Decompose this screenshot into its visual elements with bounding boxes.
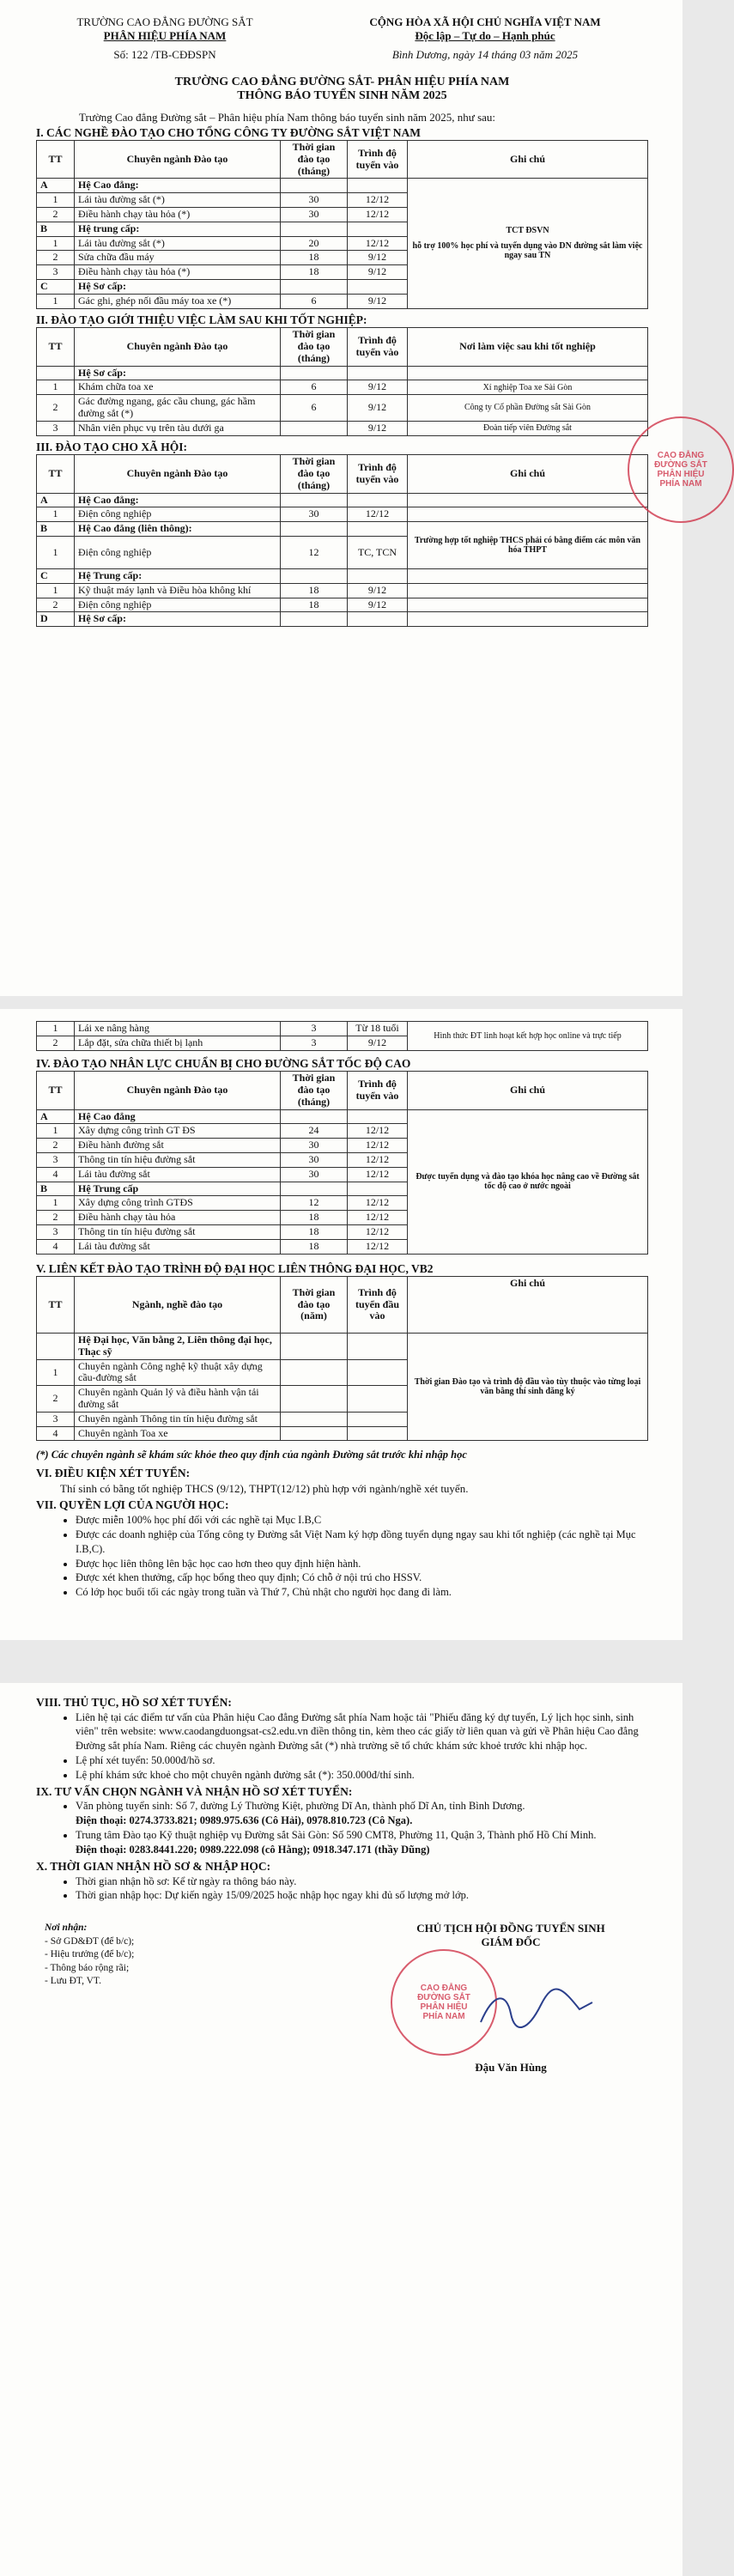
list-item: • Trung tâm Đào tạo Kỹ thuật nghiệp vụ Đường sắt Sài Gòn: Số 590 CMT8, Phường 11, Quận 3, Thành phố Hồ Chí Minh. Điện thoại: 0283.8441.220; 0989.222.098 (cô Hằng); 0918.347.171 (thầy Dũng)	[76, 1828, 648, 1857]
note-cell: Trường hợp tốt nghiệp THCS phải có bằng điểm các môn văn hóa THPT	[408, 522, 648, 569]
section-6-heading: VI. ĐIỀU KIỆN XÉT TUYỂN:	[36, 1467, 191, 1480]
section-2-heading: II. ĐÀO TẠO GIỚI THIỆU VIỆC LÀM SAU KHI TỐT NGHIỆP:	[36, 313, 367, 326]
document-page-2	[0, 1009, 682, 1640]
list-item: • Có lớp học buổi tối các ngày trong tuần và Thứ 7, Chủ nhật cho người học đang đi làm.	[76, 1585, 648, 1600]
table-row: 1 Gác ghi, ghép nối đầu máy toa xe (*) 6 9/12	[37, 294, 648, 308]
recipient-item: - Hiệu trưởng (để b/c);	[45, 1949, 135, 1960]
list-item: • Được các doanh nghiệp của Tổng công ty Đường sắt Việt Nam ký hợp đồng tuyển dụng ngay sau khi tốt nghiệp (các nghề tại Mục I.B,C).	[76, 1528, 648, 1557]
note-cell: Hình thức ĐT linh hoạt kết hợp học online và trực tiếp	[408, 1022, 648, 1051]
note-cell	[408, 179, 648, 308]
col-tt: TT	[37, 141, 75, 179]
group-row: A Hệ Cao đẳng:	[37, 493, 648, 507]
contact-list	[36, 1799, 648, 1857]
table-row: 2 Chuyên ngành Quản lý và điều hành vận tải đường sắt	[37, 1386, 648, 1413]
section-1-table	[36, 140, 648, 309]
stamp-side: CAO ĐẲNG ĐƯỜNG SẮT PHÂN HIỆU PHÍA NAM	[628, 416, 734, 523]
table-header-row	[37, 141, 648, 179]
benefits-list	[36, 1513, 648, 1600]
list-item: • Thời gian nhập học: Dự kiến ngày 15/09/2025 hoặc nhập học ngay khi đủ số lượng mở lớp.	[76, 1888, 648, 1903]
table-row: 1 Xây dựng công trình GTĐS 12 12/12	[37, 1196, 648, 1211]
country-name: CỘNG HÒA XÃ HỘI CHỦ NGHĨA VIỆT NAM	[369, 15, 601, 28]
table-row: 4 Chuyên ngành Toa xe	[37, 1426, 648, 1441]
note-cell: Thời gian Đào tạo và trình độ đầu vào tùy thuộc vào từng loại văn bằng thí sinh đăng ký	[408, 1334, 648, 1441]
group-row: C Hệ Sơ cấp:	[37, 280, 648, 295]
table-row: 2 Sửa chữa đầu máy 18 9/12	[37, 251, 648, 265]
table-row: 1 Xây dựng công trình GT ĐS 24 12/12	[37, 1124, 648, 1139]
signer-title: CHỦ TỊCH HỘI ĐỒNG TUYỂN SINH	[416, 1922, 605, 1935]
col-duration: Thời gian đào tạo (tháng)	[281, 141, 348, 179]
col-note: Ghi chú	[408, 141, 648, 179]
intro-text: Trường Cao đẳng Đường sắt – Phân hiệu phía Nam thông báo tuyển sinh năm 2025, như sau:	[79, 111, 496, 124]
doc-number: Số: 122 /TB-CĐĐSPN	[113, 48, 216, 61]
table-row: 2 Lắp đặt, sửa chữa thiết bị lạnh 3 9/12	[37, 1036, 648, 1050]
place-date: Bình Dương, ngày 14 tháng 03 năm 2025	[391, 48, 579, 61]
col-major: Chuyên ngành Đào tạo	[75, 141, 281, 179]
group-row: Hệ Đại học, Văn bằng 2, Liên thông đại học, Thạc sỹ Thời gian Đào tạo và trình độ đầu vào tùy thuộc vào từng loại văn bằng thí sinh đăng ký	[37, 1334, 648, 1360]
recipient-item: - Lưu ĐT, VT.	[45, 1976, 101, 1987]
group-row: C Hệ Trung cấp:	[37, 568, 648, 583]
section-3-continued-table	[36, 1021, 648, 1051]
org-name: TRƯỜNG CAO ĐẲNG ĐƯỜNG SẮT	[76, 15, 253, 28]
section-5-table	[36, 1276, 648, 1441]
section-3-table	[36, 454, 648, 627]
document-title	[36, 76, 648, 103]
list-item: • Được miễn 100% học phí đối với các nghề tại Mục I.B,C	[76, 1513, 648, 1528]
table-row: 1 Lái xe nâng hàng 3 Từ 18 tuổi Hình thức ĐT linh hoạt kết hợp học online và trực tiếp	[37, 1022, 648, 1036]
group-row: B Hệ trung cấp:	[37, 222, 648, 236]
official-stamp: CAO ĐẲNG ĐƯỜNG SẮT PHÂN HIỆU PHÍA NAM	[391, 1949, 497, 2056]
org-branch: PHÂN HIỆU PHÍA NAM	[103, 29, 227, 42]
table-row: 2 Điện công nghiệp 18 9/12	[37, 598, 648, 612]
signature-area	[373, 1949, 648, 2061]
section-7-heading: VII. QUYỀN LỢI CỦA NGƯỜI HỌC:	[36, 1498, 229, 1512]
document-page-1	[0, 0, 707, 996]
handwritten-signature	[476, 1984, 597, 2035]
list-item: • Văn phòng tuyển sinh: Số 7, đường Lý Thường Kiệt, phường Dĩ An, thành phố Dĩ An, tỉnh Bình Dương. Điện thoại: 0274.3733.821; 0989.975.636 (Cô Hải), 0978.810.723 (Cô Nga).	[76, 1799, 648, 1828]
group-row: B Hệ Cao đẳng (liên thông): Trường hợp tốt nghiệp THCS phải có bằng điểm các môn văn hóa THPT	[37, 522, 648, 537]
table-row: 1 Điện công nghiệp 12 TC, TCN	[37, 536, 648, 568]
title-line-2: THÔNG BÁO TUYỂN SINH NĂM 2025	[237, 89, 447, 102]
group-row: Hệ Sơ cấp:	[37, 366, 648, 380]
table-row: 4 Lái tàu đường sắt 18 12/12	[37, 1239, 648, 1254]
table-row: 3 Thông tin tín hiệu đường sắt 18 12/12	[37, 1224, 648, 1239]
recipient-item: - Thông báo rộng rãi;	[45, 1962, 130, 1973]
schedule-list	[36, 1874, 648, 1904]
note-b: hỗ trợ 100% học phí và tuyển dụng vào DN đường sắt làm việc ngay sau TN	[412, 240, 643, 261]
table-header-row: TT Chuyên ngành Đào tạo Thời gian đào tạo (tháng) Trình độ tuyển vào Ghi chú	[37, 455, 648, 493]
table-row: 2 Điều hành chạy tàu hỏa (*) 30 12/12	[37, 208, 648, 222]
table-header-row: TT Chuyên ngành Đào tạo Thời gian đào tạo (tháng) Trình độ tuyển vào Nơi làm việc sau khi tốt nghiệp	[37, 328, 648, 366]
table-row: 3 Chuyên ngành Thông tin tín hiệu đường sắt	[37, 1412, 648, 1426]
signature-block	[36, 1922, 648, 2075]
table-row: 1 Lái tàu đường sắt (*) 20 12/12	[37, 236, 648, 251]
table-row: 1 Điện công nghiệp 30 12/12	[37, 507, 648, 522]
table-row: 4 Lái tàu đường sắt 30 12/12	[37, 1167, 648, 1182]
list-item: • Liên hệ tại các điểm tư vấn của Phân hiệu Cao đẳng Đường sắt phía Nam hoặc tải "Phiếu đăng ký dự tuyển, Lý lịch học sinh, sinh viên" trên website: www.caodangduongsat-cs2.edu.vn điền thông tin, kèm theo các giấy tờ liên quan và gửi về Phân hiệu Cao đẳng Đường sắt phía Nam. Riêng các chuyên ngành Đường sắt (*) nhà trường sẽ tổ chức khám sức khoẻ trước khi nhập học.	[76, 1710, 648, 1754]
table-row: 1 Chuyên ngành Công nghệ kỹ thuật xây dựng cầu-đường sắt	[37, 1359, 648, 1386]
section-2-table	[36, 327, 648, 435]
recipient-item: - Sở GD&ĐT (để b/c);	[45, 1935, 135, 1947]
document-page-3	[0, 1683, 682, 2576]
note-a: TCT ĐSVN	[506, 226, 549, 236]
group-row: B Hệ Trung cấp	[37, 1182, 648, 1196]
recipients-title: Nơi nhận:	[45, 1923, 88, 1934]
footnote: (*) Các chuyên ngành sẽ khám sức khỏe theo quy định của ngành Đường sắt trước khi nhập học	[36, 1449, 467, 1461]
section-8-heading: VIII. THỦ TỤC, HỒ SƠ XÉT TUYỂN:	[36, 1696, 232, 1709]
table-row: 2 Điều hành đường sắt 30 12/12	[37, 1139, 648, 1153]
section-9-heading: IX. TƯ VẤN CHỌN NGÀNH VÀ NHẬN HỒ SƠ XÉT TUYỂN:	[36, 1784, 353, 1798]
list-item: • Được xét khen thưởng, cấp học bổng theo quy định; Có chỗ ở nội trú cho HSSV.	[76, 1571, 648, 1585]
group-row: A Hệ Cao đẳng: TCT ĐSVN hỗ trợ 100% học phí và tuyển dụng vào DN đường sắt làm việc ngay sau TN	[37, 179, 648, 193]
signer-role: GIÁM ĐỐC	[481, 1935, 541, 1949]
section-5-heading: V. LIÊN KẾT ĐÀO TẠO TRÌNH ĐỘ ĐẠI HỌC LIÊN THÔNG ĐẠI HỌC, VB2	[36, 1261, 434, 1275]
section-4-heading: IV. ĐÀO TẠO NHÂN LỰC CHUẨN BỊ CHO ĐƯỜNG SẮT TỐC ĐỘ CAO	[36, 1056, 411, 1070]
section-4-table	[36, 1071, 648, 1254]
document-header	[36, 15, 648, 62]
section-10-heading: X. THỜI GIAN NHẬN HỒ SƠ & NHẬP HỌC:	[36, 1859, 271, 1873]
title-line-1: TRƯỜNG CAO ĐẲNG ĐƯỜNG SẮT- PHÂN HIỆU PHÍA NAM	[174, 76, 510, 88]
section-1-heading: I. CÁC NGHỀ ĐÀO TẠO CHO TỔNG CÔNG TY ĐƯỜNG SẮT VIỆT NAM	[36, 125, 421, 139]
note-cell: Được tuyển dụng và đào tạo khóa học nâng cao về Đường sắt tốc độ cao ở nước ngoài	[408, 1109, 648, 1254]
signer	[373, 1922, 648, 2075]
list-item: • Lệ phí khám sức khoẻ cho một chuyên ngành đường sắt (*): 350.000đ/thí sinh.	[76, 1768, 648, 1783]
table-header-row: TT Chuyên ngành Đào tạo Thời gian đào tạo (tháng) Trình độ tuyển vào Ghi chú	[37, 1072, 648, 1109]
group-row: D Hệ Sơ cấp:	[37, 612, 648, 627]
list-item: • Lệ phí xét tuyển: 50.000đ/hồ sơ.	[76, 1753, 648, 1768]
table-row: 3 Nhân viên phục vụ trên tàu dưới ga 9/12 Đoàn tiếp viên Đường sắt	[37, 421, 648, 435]
national-motto: Độc lập – Tự do – Hạnh phúc	[415, 29, 555, 42]
table-row: 1 Kỹ thuật máy lạnh và Điều hòa không khí 18 9/12	[37, 583, 648, 598]
section-6-text: Thí sinh có bằng tốt nghiệp THCS (9/12), THPT(12/12) phù hợp với ngành/nghề xét tuyển.	[60, 1481, 469, 1495]
procedure-list	[36, 1710, 648, 1783]
list-item: • Được học liên thông lên bậc học cao hơn theo quy định hiện hành.	[76, 1557, 648, 1571]
list-item: • Thời gian nhận hồ sơ: Kể từ ngày ra thông báo này.	[76, 1874, 648, 1889]
table-row: 3 Điều hành chạy tàu hỏa (*) 18 9/12	[37, 265, 648, 280]
group-row: A Hệ Cao đẳng Được tuyển dụng và đào tạo khóa học nâng cao về Đường sắt tốc độ cao ở nước ngoài	[37, 1109, 648, 1124]
table-row: 3 Thông tin tín hiệu đường sắt 30 12/12	[37, 1152, 648, 1167]
signer-name: Đậu Văn Hùng	[475, 2061, 547, 2075]
recipients	[36, 1922, 134, 2075]
col-level: Trình độ tuyển vào	[348, 141, 408, 179]
section-3-heading: III. ĐÀO TẠO CHO XÃ HỘI:	[36, 440, 188, 453]
table-row: 1 Khám chữa toa xe 6 9/12 Xí nghiệp Toa xe Sài Gòn	[37, 380, 648, 395]
table-row: 2 Gác đường ngang, gác cầu chung, gác hầm đường sắt (*) 6 9/12 Công ty Cổ phần Đường sắt Sài Gòn	[37, 395, 648, 422]
table-header-row: TT Ngành, nghề đào tạo Thời gian đào tạo (năm) Trình độ tuyển đầu vào Ghi chú	[37, 1277, 648, 1334]
table-row: 1 Lái tàu đường sắt (*) 30 12/12	[37, 193, 648, 208]
table-row: 2 Điều hành chạy tàu hỏa 18 12/12	[37, 1211, 648, 1225]
